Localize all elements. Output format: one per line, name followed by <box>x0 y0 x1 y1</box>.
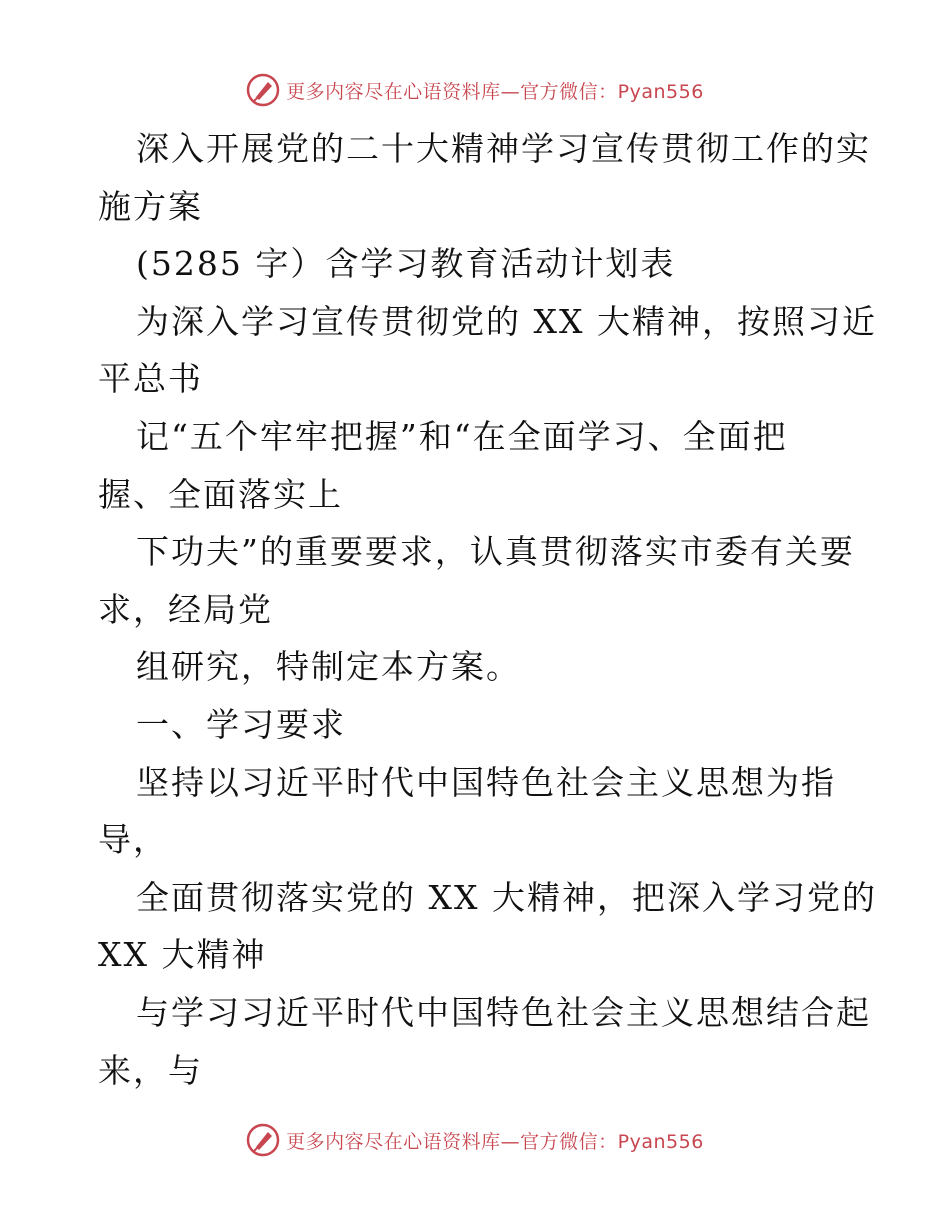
text-line: 一、学习要求 <box>136 704 346 744</box>
document-body <box>98 120 877 1099</box>
text-line: 与学习习近平时代中国特色社会主义思想结合起 <box>136 992 871 1032</box>
pen-nib-logo-icon <box>246 73 280 107</box>
text-line: 为深入学习宣传贯彻党的 XX 大精神，按照习近 <box>136 301 877 341</box>
text-line: 来，与 <box>98 1050 203 1090</box>
text-line: XX 大精神 <box>98 935 267 975</box>
text-line: 坚持以习近平时代中国特色社会主义思想为指 <box>136 762 836 802</box>
text-line: 记“五个牢牢把握”和“在全面学习、全面把 <box>136 416 788 456</box>
text-line: 全面贯彻落实党的 XX 大精神，把深入学习党的 <box>136 877 877 917</box>
text-line: 组研究，特制定本方案。 <box>136 647 521 687</box>
text-line: 下功夫”的重要要求，认真贯彻落实市委有关要 <box>136 532 855 572</box>
text-line: (5285 字）含学习教育活动计划表 <box>136 244 676 284</box>
text-line: 求，经局党 <box>98 589 273 629</box>
text-line: 平总书 <box>98 359 203 399</box>
header-banner-text: 更多内容尽在心语资料库—官方微信：Pyan556 <box>286 80 704 103</box>
text-line: 施方案 <box>98 186 203 226</box>
text-line: 深入开展党的二十大精神学习宣传贯彻工作的实 <box>136 129 871 168</box>
pen-nib-logo-icon <box>246 1123 280 1157</box>
page-footer-banner <box>0 1120 950 1160</box>
text-line: 导， <box>98 820 168 860</box>
footer-banner-text: 更多内容尽在心语资料库—官方微信：Pyan556 <box>286 1130 704 1153</box>
text-line: 握、全面落实上 <box>98 474 343 514</box>
page-header-banner <box>0 70 950 110</box>
